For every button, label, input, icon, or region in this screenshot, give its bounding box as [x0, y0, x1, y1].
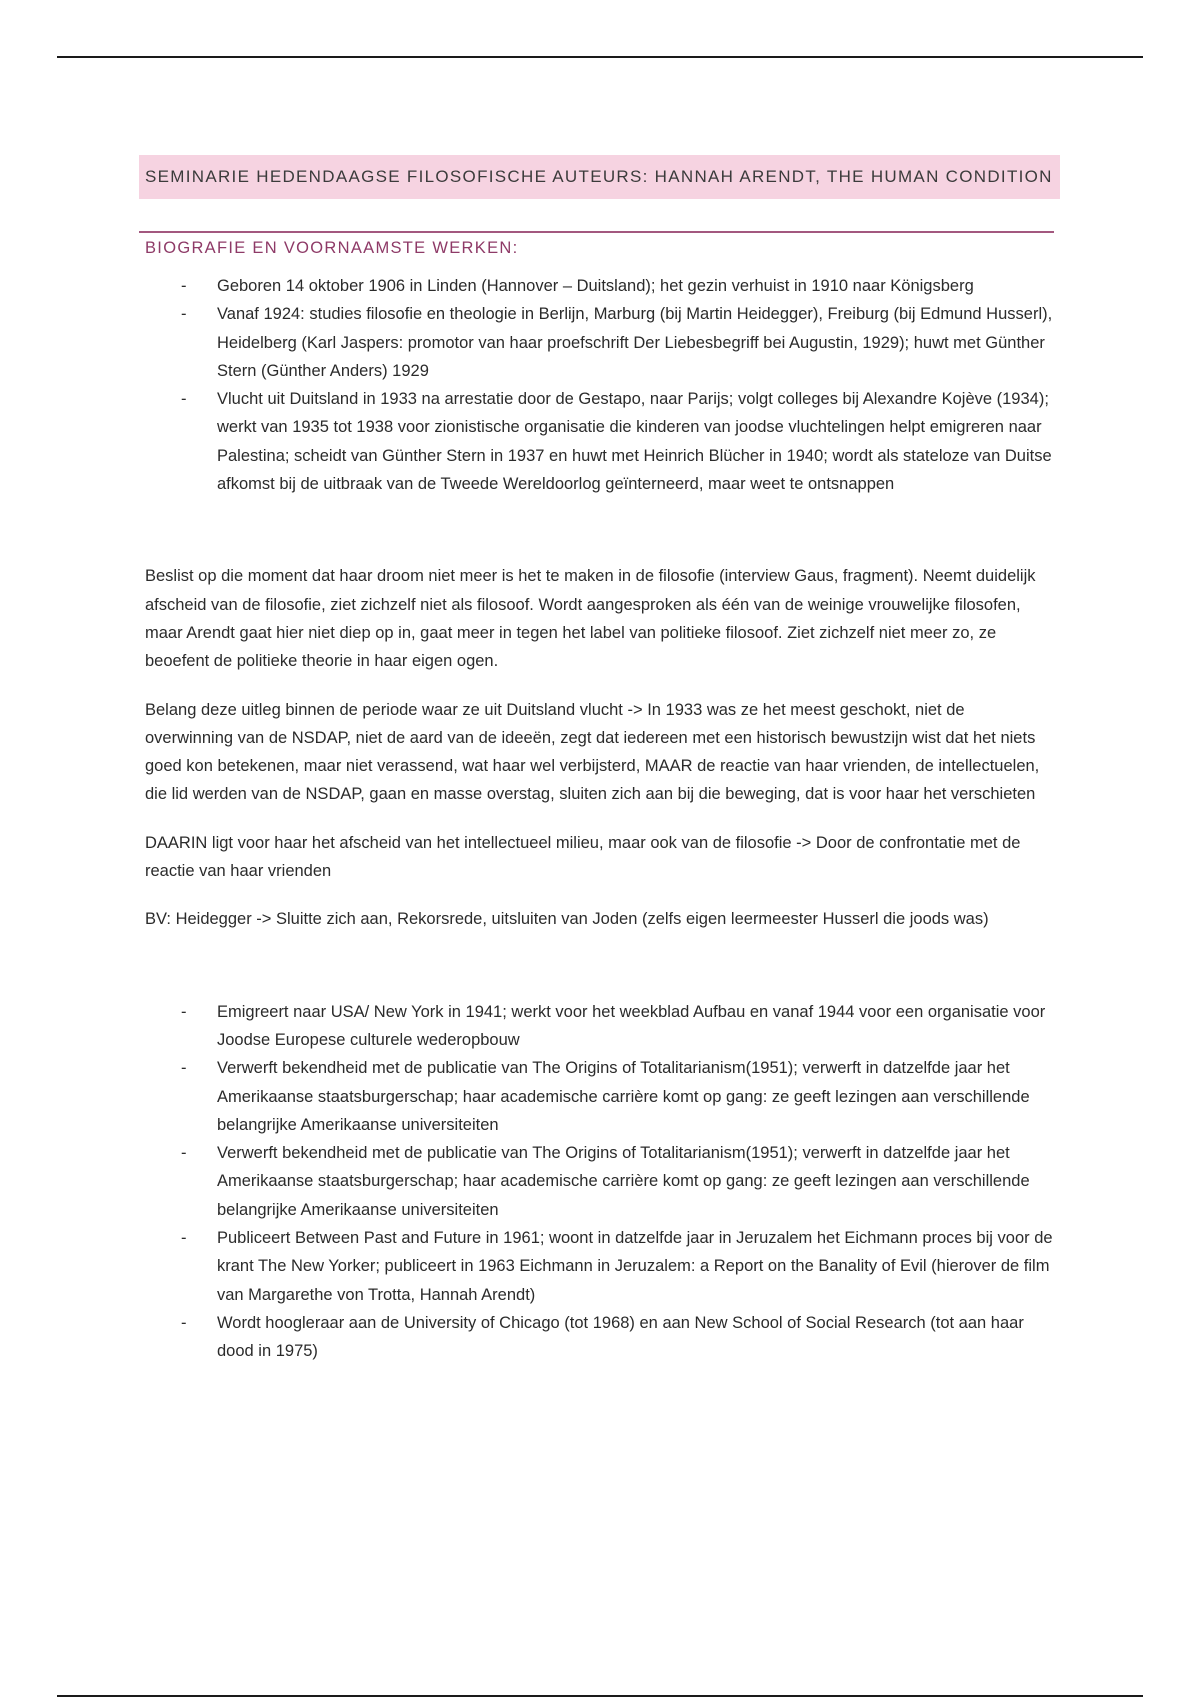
- list-item-text: Vlucht uit Duitsland in 1933 na arrestatie door de Gestapo, naar Parijs; volgt colleges bij Alexandre Kojève (1934); werkt van 1935 tot 1938 voor zionistische organisatie die kinderen van joodse vluchtelingen helpt emigreren naar Palestina; scheidt van Günther Stern in 1937 en huwt met Heinrich Blücher in 1940; wordt als stateloze van Duitse afkomst bij de uitbraak van de Tweede Wereldoorlog geïnterneerd, maar weet te ontsnappen: [217, 390, 1052, 494]
- bullet-dash: -: [181, 1144, 187, 1163]
- paragraph: DAARIN ligt voor haar het afscheid van het intellectueel milieu, maar ook van de filosofie -> Door de confrontatie met de reactie van haar vrienden: [145, 833, 1021, 881]
- list-item-text: Geboren 14 oktober 1906 in Linden (Hannover – Duitsland); het gezin verhuist in 1910 naar Königsberg: [217, 277, 974, 295]
- list-item: [181, 1309, 1060, 1366]
- paragraph: BV: Heidegger -> Sluitte zich aan, Rekorsrede, uitsluiten van Joden (zelfs eigen leermeester Husserl die joods was): [145, 910, 989, 929]
- bullet-dash: -: [181, 390, 187, 409]
- list-item-text: Emigreert naar USA/ New York in 1941; werkt voor het weekblad Aufbau en vanaf 1944 voor een organisatie voor Joodse Europese culturele wederopbouw: [217, 1002, 1046, 1049]
- paragraph: Belang deze uitleg binnen de periode waar ze uit Duitsland vlucht -> In 1933 was ze het meest geschokt, niet de overwinning van de NSDAP, niet de aard van de ideeën, zegt dat iedereen met een historisch bewustzijn wist dat het niets goed kon betekenen, maar niet verassend, wat haar wel verbijsterd, MAAR de reactie van haar vrienden, de intellectuelen, die lid werden van de NSDAP, gaan en masse overstag, sluiten zich aan bij die beweging, dat is voor haar het verschieten: [145, 700, 1040, 804]
- list-item-text: Publiceert Between Past and Future in 1961; woont in datzelfde jaar in Jeruzalem het Eichmann proces bij voor de krant The New Yorker; publiceert in 1963 Eichmann in Jeruzalem: a Report on the Banality of Evil (hierover de film van Margarethe von Trotta, Hannah Arendt): [217, 1229, 1053, 1304]
- page-header-rule: [57, 56, 1143, 58]
- section-heading-text: BIOGRAFIE EN VOORNAAMSTE WERKEN:: [145, 239, 519, 257]
- bullet-dash: -: [181, 277, 187, 295]
- page-footer-rule: [57, 1695, 1143, 1697]
- bullet-list-second: [139, 998, 1060, 1366]
- list-item: [181, 1139, 1060, 1224]
- document-title: SEMINARIE HEDENDAAGSE FILOSOFISCHE AUTEURS: HANNAH ARENDT, THE HUMAN CONDITION: [145, 167, 1053, 186]
- list-item-text: Wordt hoogleraar aan de University of Chicago (tot 1968) en aan New School of Social Research (tot aan haar dood in 1975): [217, 1313, 1024, 1361]
- list-item: [181, 998, 1060, 1055]
- bullet-list-first: [139, 272, 1060, 498]
- list-item: [181, 385, 1060, 498]
- list-item: [181, 1054, 1060, 1139]
- title-box: [139, 155, 1060, 199]
- bullet-dash: -: [181, 1059, 187, 1078]
- section-heading: [139, 231, 1054, 260]
- list-item-text: Verwerft bekendheid met de publicatie van The Origins of Totalitarianism(1951); verwerft in datzelfde jaar het Amerikaanse staatsburgerschap; haar academische carrière komt op gang: ze geeft lezingen aan verschillende belangrijke Amerikaanse universiteiten: [217, 1144, 1030, 1219]
- list-item: [181, 300, 1060, 385]
- bullet-dash: -: [181, 1229, 187, 1248]
- list-item-text: Vanaf 1924: studies filosofie en theologie in Berlijn, Marburg (bij Martin Heidegger), Freiburg (bij Edmund Husserl), Heidelberg (Karl Jaspers: promotor van haar proefschrift Der Liebesbegriff bei Augustin, 1929); huwt met Günther Stern (Günther Anders) 1929: [217, 305, 1053, 380]
- paragraph: Beslist op die moment dat haar droom niet meer is het te maken in de filosofie (interview Gaus, fragment). Neemt duidelijk afscheid van de filosofie, ziet zichzelf niet als filosoof. Wordt aangesproken als één van de weinige vrouwelijke filosofen, maar Arendt gaat hier niet diep op in, gaat meer in tegen het label van politieke filosoof. Ziet zichzelf niet meer zo, ze beoefent de politieke theorie in haar eigen ogen.: [145, 567, 1036, 671]
- bullet-dash: -: [181, 305, 187, 324]
- bullet-dash: -: [181, 1313, 187, 1332]
- bullet-dash: -: [181, 1002, 187, 1021]
- document-body: [139, 155, 1060, 1366]
- list-item: [181, 272, 1060, 300]
- list-item-text: Verwerft bekendheid met de publicatie van The Origins of Totalitarianism(1951); verwerft in datzelfde jaar het Amerikaanse staatsburgerschap; haar academische carrière komt op gang: ze geeft lezingen aan verschillende belangrijke Amerikaanse universiteiten: [217, 1059, 1030, 1134]
- list-item: [181, 1224, 1060, 1309]
